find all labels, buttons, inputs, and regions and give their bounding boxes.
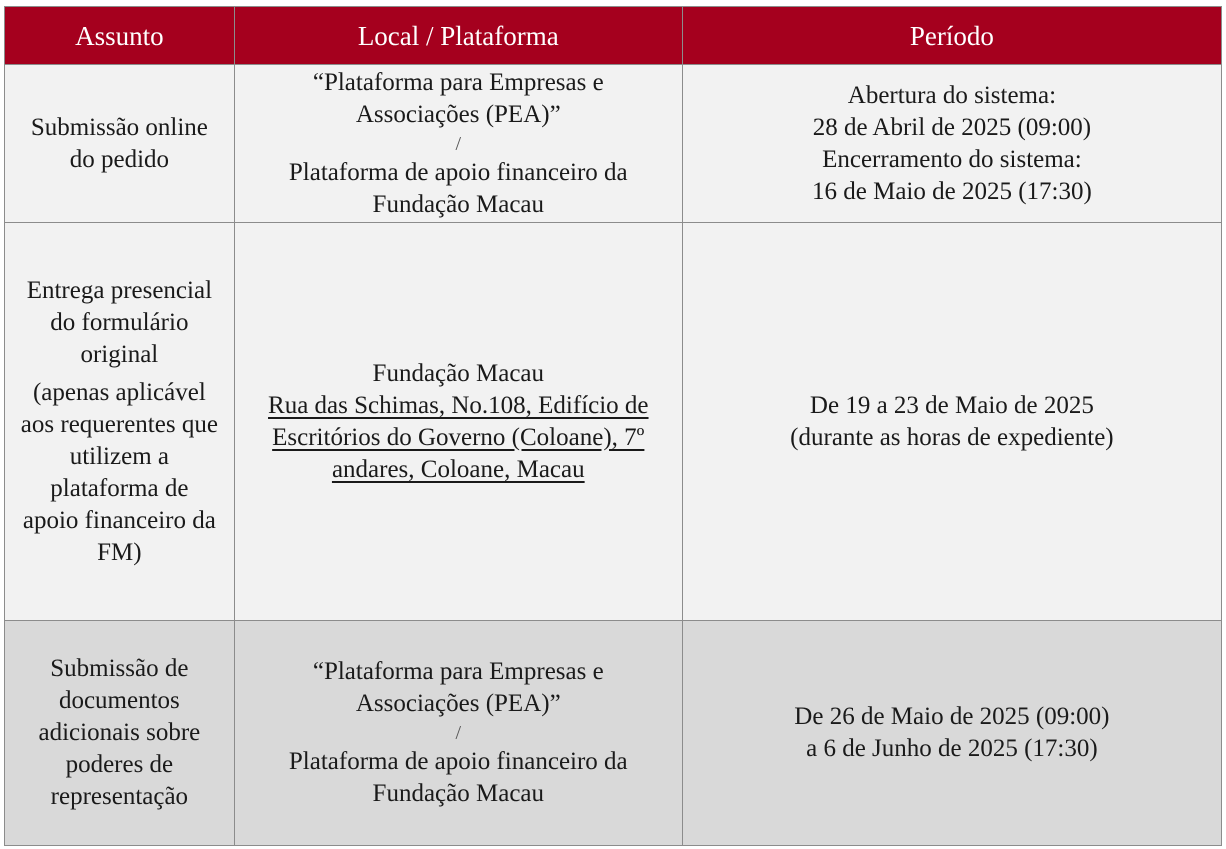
cell-assunto [5,223,235,621]
assunto-line: representação [50,783,189,810]
header-local: Local / Plataforma [234,7,682,65]
assunto-note-line: plataforma de [50,474,189,502]
assunto-line: original [80,340,159,368]
assunto-line: poderes de [65,751,174,778]
local-line: Plataforma de apoio financeiro da [288,158,628,186]
periodo-line: Encerramento do sistema: [822,145,1082,173]
assunto-line: do pedido [69,145,170,173]
local-line: Fundação Macau [372,780,545,807]
cell-periodo [682,223,1221,621]
header-periodo: Período [682,7,1221,65]
cell-local [234,65,682,223]
cell-local [234,621,682,846]
assunto-line: documentos [58,687,180,714]
periodo-line: 28 de Abril de 2025 (09:00) [812,113,1092,141]
local-line: Fundação Macau [372,190,545,218]
cell-assunto [5,621,235,846]
assunto-note-line: apoio financeiro da [22,506,216,534]
periodo-line: Abertura do sistema: [847,81,1057,109]
schedule-table [4,6,1222,846]
table-row [5,621,1222,846]
periodo-line: a 6 de Junho de 2025 (17:30) [806,735,1098,762]
table-row [5,223,1222,621]
address-line: Escritórios do Governo (Coloane), 7º [272,423,645,451]
assunto-line: Submissão de [50,655,189,682]
local-separator: / [455,132,462,155]
cell-assunto [5,65,235,223]
cell-local [234,223,682,621]
local-line: Plataforma de apoio financeiro da [288,748,628,775]
assunto-note-line: (apenas aplicável [32,378,206,406]
assunto-note-line: FM) [97,538,142,566]
assunto-note-line: aos requerentes que [20,410,218,438]
local-separator: / [455,722,462,744]
local-line: Associações (PEA)” [355,100,561,128]
cell-periodo [682,65,1221,223]
assunto-note-line: utilizem a [69,442,169,470]
periodo-line: De 19 a 23 de Maio de 2025 [809,391,1094,419]
cell-periodo [682,621,1221,846]
assunto-line: Submissão online [30,113,208,141]
periodo-line: De 26 de Maio de 2025 (09:00) [794,703,1110,730]
assunto-line: do formulário [50,308,189,336]
local-line: “Plataforma para Empresas e [312,68,604,96]
periodo-line: 16 de Maio de 2025 (17:30) [812,177,1092,205]
header-assunto: Assunto [5,7,235,65]
assunto-line: adicionais sobre [38,719,201,746]
table-row [5,65,1222,223]
address-line: Rua das Schimas, No.108, Edifício de [268,391,649,419]
assunto-line: Entrega presencial [26,276,213,304]
local-line: Associações (PEA)” [355,690,561,717]
local-line: “Plataforma para Empresas e [312,658,604,685]
address-line: andares, Coloane, Macau [331,455,585,483]
local-name: Fundação Macau [372,359,545,387]
periodo-line: (durante as horas de expediente) [790,423,1114,451]
header-row [5,7,1222,65]
